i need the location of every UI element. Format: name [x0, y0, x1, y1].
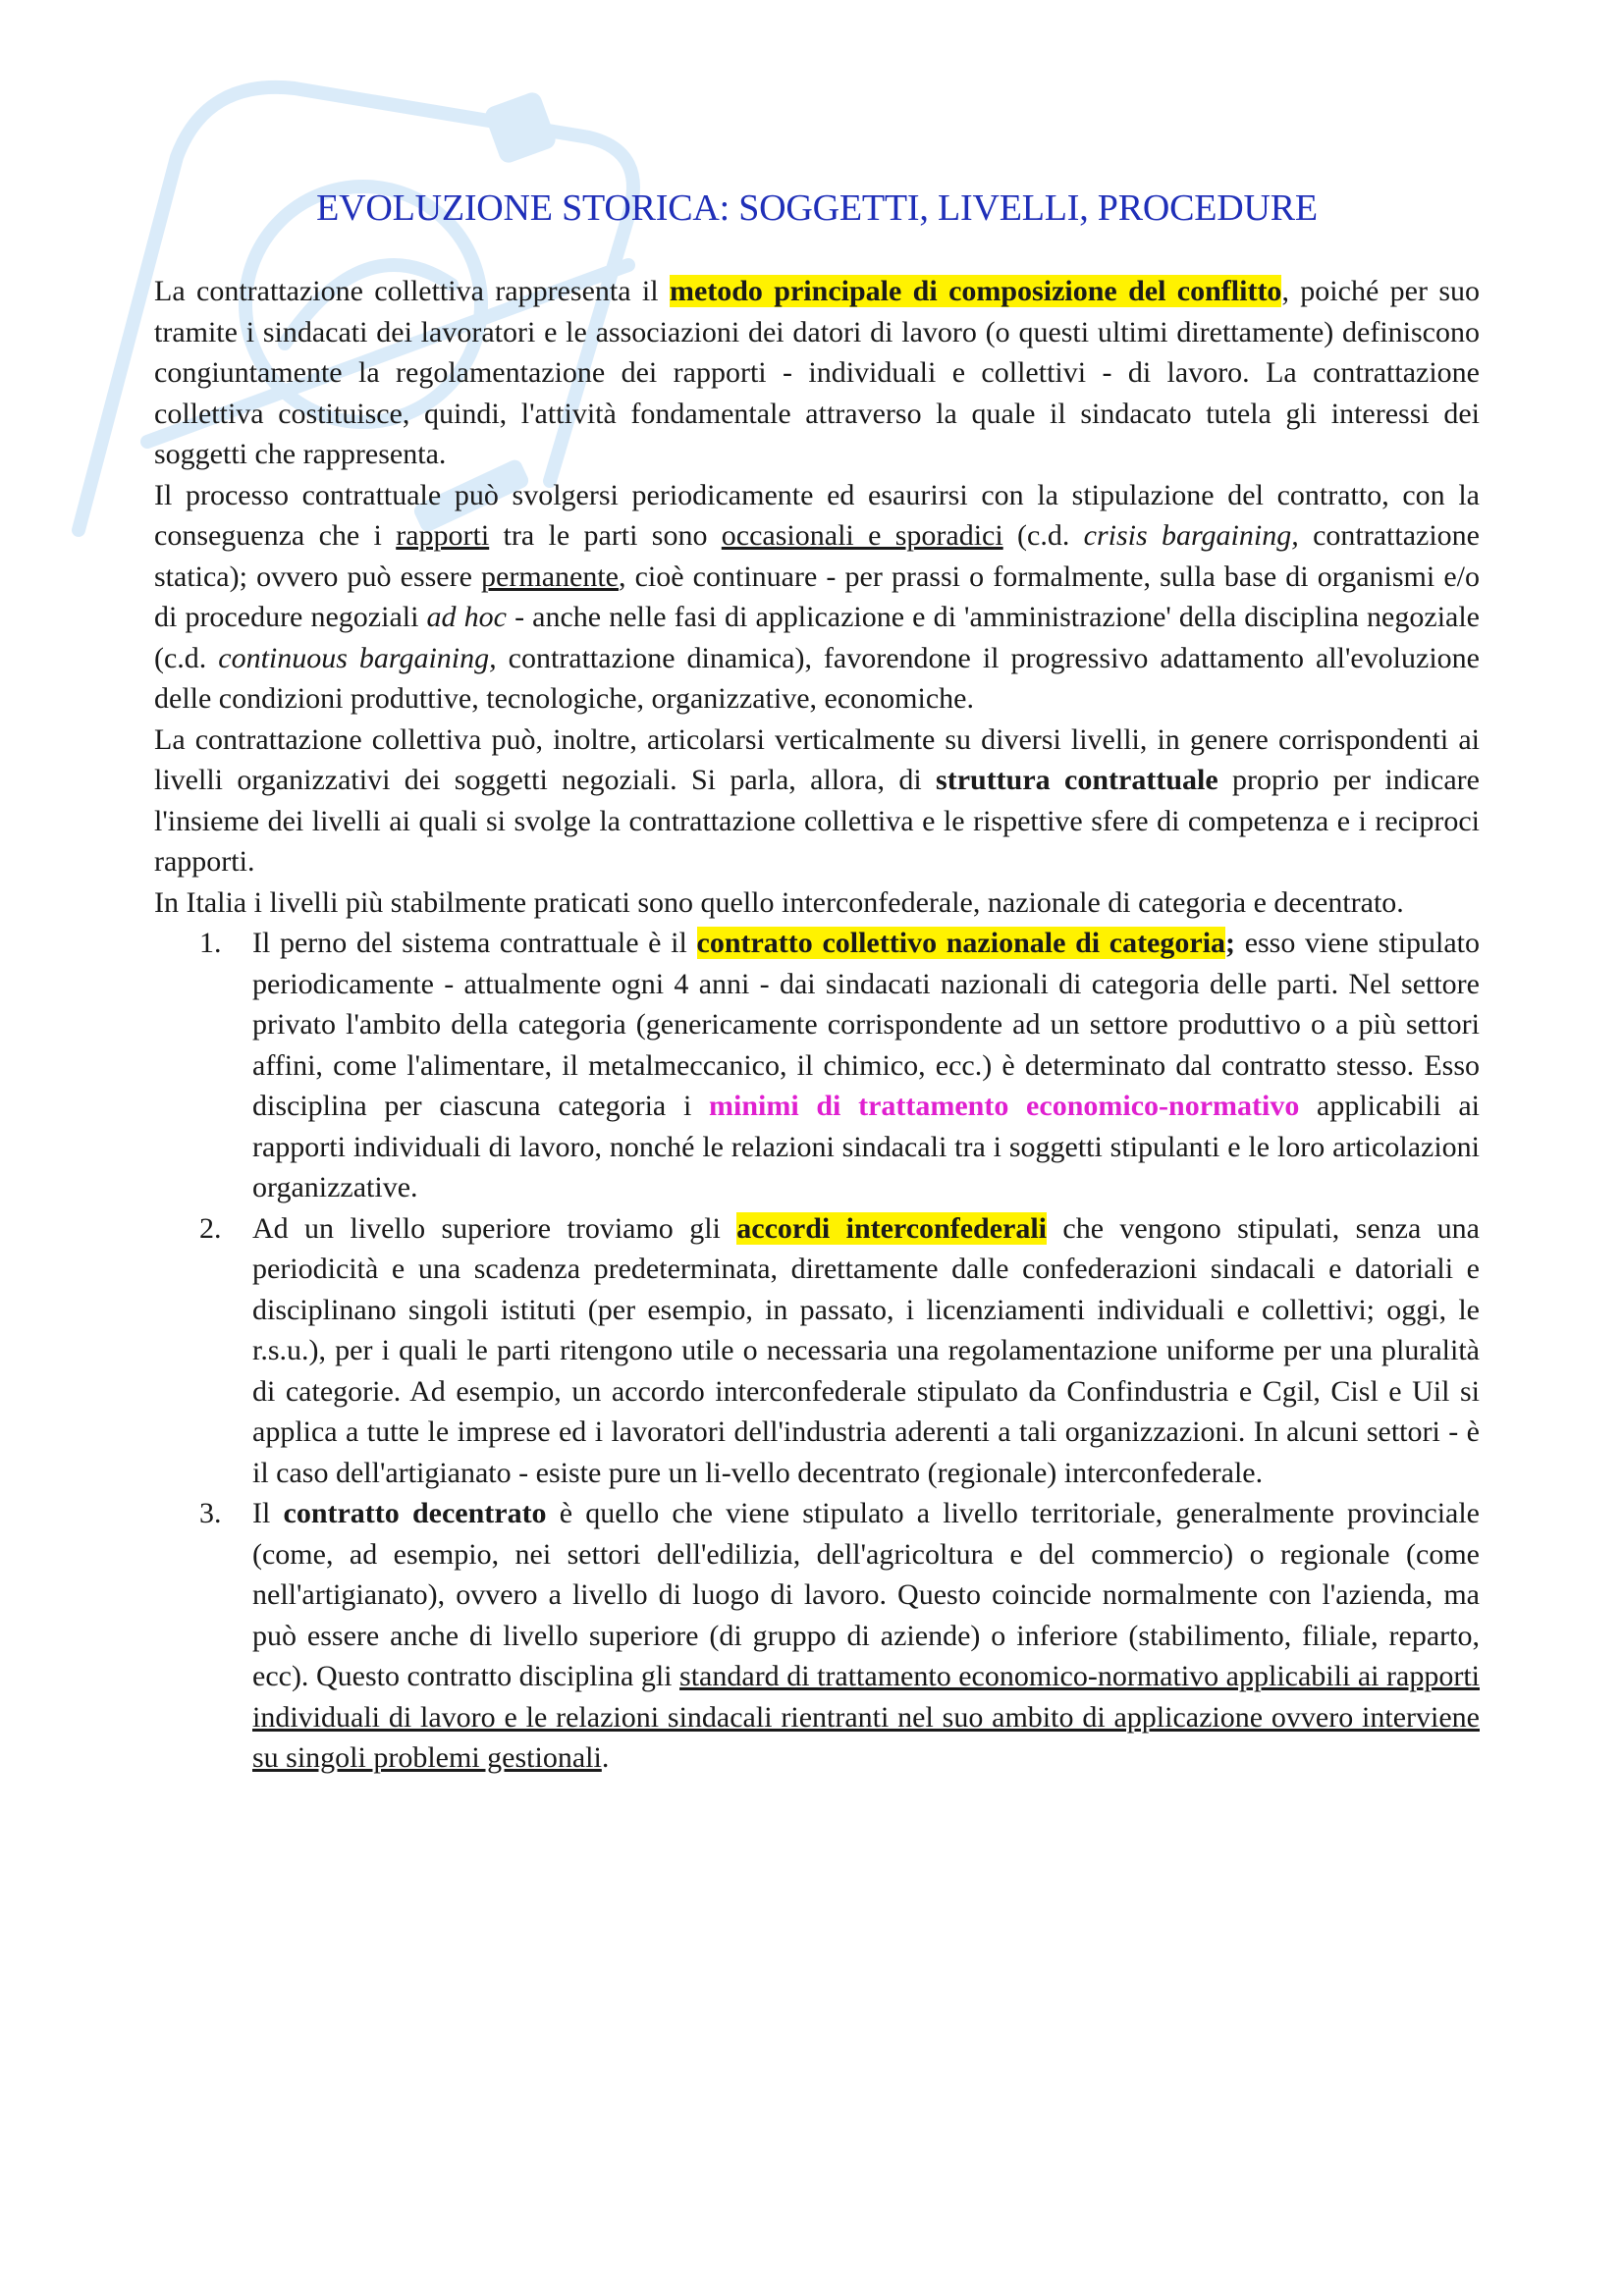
text: Ad un livello superiore troviamo gli: [252, 1211, 737, 1245]
underlined-phrase: standard di trattamento economico-normativo applicabili ai rapporti individuali di lavoro e le relazioni sindacali rientranti nel suo ambito di applicazione ovvero interviene su singoli problemi gestionali: [252, 1660, 1480, 1774]
highlighted-phrase: metodo principale di composizione del conflitto: [669, 275, 1282, 307]
paragraph-3: [154, 720, 1480, 882]
document-page: [154, 187, 1480, 1779]
list-number: 1.: [199, 927, 222, 959]
list-item: [199, 1208, 1480, 1494]
text: contrattazione dinamica), favorendone il progressivo adattamento all'evoluzione delle condizioni produttive, tecnologiche, organizzative, economiche.: [154, 641, 1480, 715]
levels-list: [154, 923, 1480, 1779]
paragraph-2: [154, 475, 1480, 720]
text: che vengono stipulati, senza una periodicità e una scadenza predeterminata, direttamente dalle confederazioni sindacali e datoriali e disciplinano singoli istituti (per esempio, in passato, i licenziamenti individuali e collettivi; oggi, le r.s.u.), per i quali le parti ritengono utile o necessaria una regolamentazione uniforme per una pluralità di categorie. Ad esempio, un accordo interconfederale stipulato da Confindustria e Cgil, Cisl e Uil si applica a tutte le imprese ed i lavoratori dell'industria aderenti a tali organizzazioni. In alcuni settori - è il caso dell'artigianato - esiste pure un li-vello decentrato (regionale) interconfederale.: [252, 1211, 1480, 1489]
text: tra le parti sono: [489, 519, 722, 552]
italic-phrase: ad hoc: [426, 601, 507, 633]
text: La contrattazione collettiva rappresenta il: [154, 275, 670, 307]
text: La contrattazione collettiva può, inoltre, articolarsi verticalmente su diversi livelli, in genere corrispondenti ai livelli organizzativi dei soggetti negoziali. Si parla, allora, di: [154, 722, 1480, 796]
underlined-phrase: occasionali e sporadici: [721, 519, 1003, 552]
text: esso viene stipulato periodicamente - attualmente ogni 4 anni - dai sindacati nazionali di categoria delle parti. Nel settore privato l'ambito della categoria (genericamente corrispondente ad un settore produttivo o a più settori affini, come l'alimentare, il metalmeccanico, il chimico, ecc.) è determinato dal contratto stesso. Esso disciplina per ciascuna categoria i: [252, 927, 1480, 1122]
italic-phrase: continuous bargaining,: [218, 641, 497, 674]
text: , poiché per suo tramite i sindacati dei lavoratori e le associazioni dei datori di lavoro (o questi ultimi direttamente) definiscono congiuntamente la regolamentazione dei rapporti - individuali e collettivi - di lavoro. La contrattazione collettiva costituisce, quindi, l'attività fondamentale attraverso la quale il sindacato tutela gli interessi dei soggetti che rappresenta.: [154, 275, 1480, 470]
highlighted-phrase: contratto collettivo nazionale di categoria: [696, 927, 1226, 959]
text: contrattazione statica); ovvero può essere: [154, 519, 1480, 593]
text: Il processo contrattuale può svolgersi periodicamente ed esaurirsi con la stipulazione del contratto, con la conseguenza che i: [154, 478, 1480, 552]
magenta-phrase: minimi di trattamento economico-normativo: [709, 1090, 1300, 1122]
text: - anche nelle fasi di applicazione e di 'amministrazione' della disciplina negoziale (c.d.: [154, 601, 1480, 674]
underlined-phrase: rapporti: [396, 519, 490, 552]
italic-phrase: crisis bargaining,: [1083, 519, 1299, 552]
list-item: [199, 923, 1481, 1208]
text: ;: [1225, 927, 1236, 959]
list-number: 2.: [199, 1211, 222, 1245]
text: (c.d.: [1002, 519, 1084, 552]
page-title: EVOLUZIONE STORICA: SOGGETTI, LIVELLI, PROCEDURE: [316, 187, 1318, 229]
list-number: 3.: [199, 1497, 222, 1529]
text: , cioè continuare - per prassi o formalmente, sulla base di organismi e/o di procedure negoziali: [154, 560, 1480, 633]
text: Il: [252, 1497, 284, 1529]
highlighted-phrase: accordi interconfederali: [736, 1211, 1047, 1245]
bold-phrase: contratto decentrato: [283, 1497, 547, 1529]
bold-phrase: struttura contrattuale: [936, 764, 1218, 796]
text: In Italia i livelli più stabilmente praticati sono quello interconfederale, nazionale di categoria e decentrato.: [154, 885, 1404, 919]
paragraph-4: [154, 882, 1480, 924]
text: Il perno del sistema contrattuale è il: [252, 927, 697, 959]
text: è quello che viene stipulato a livello territoriale, generalmente provinciale (come, ad esempio, nei settori dell'edilizia, dell'agricoltura e del commercio) o regionale (come nell'artigianato), ovvero a livello di luogo di lavoro. Questo coincide normalmente con l'azienda, ma può essere anche di livello superiore (di gruppo di aziende) o inferiore (stabilimento, filiale, reparto, ecc). Questo contratto disciplina gli: [252, 1497, 1480, 1692]
text: proprio per indicare l'insieme dei livelli ai quali si svolge la contrattazione collettiva e le rispettive sfere di competenza e i reciproci rapporti.: [154, 764, 1480, 878]
text: .: [601, 1741, 610, 1774]
underlined-phrase: permanente: [481, 560, 619, 593]
text: applicabili ai rapporti individuali di lavoro, nonché le relazioni sindacali tra i soggetti stipulanti e le loro articolazioni organizzative.: [252, 1090, 1481, 1203]
list-item: [199, 1493, 1480, 1779]
paragraph-1: [154, 271, 1480, 475]
